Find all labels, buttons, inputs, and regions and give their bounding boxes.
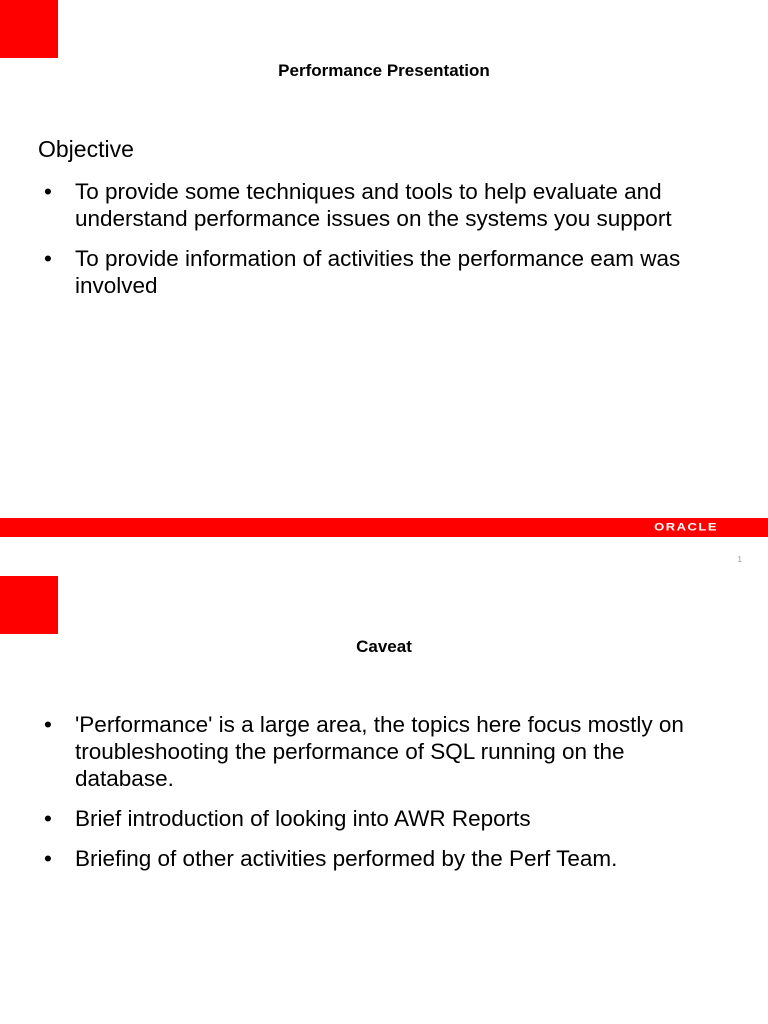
bullet-item <box>38 845 728 872</box>
caveat-bullet-list <box>38 711 728 885</box>
bullet-item <box>38 711 728 792</box>
bullet-text: Briefing of other activities performed by the Perf Team. <box>75 846 618 871</box>
objective-heading: Objective <box>38 136 134 162</box>
slide-2 <box>0 576 768 1024</box>
red-corner-square <box>0 0 58 58</box>
bullet-icon: • <box>44 846 52 871</box>
red-corner-square <box>0 576 58 634</box>
bullet-item <box>38 245 728 299</box>
bullet-icon: • <box>44 246 52 271</box>
slide-title: Performance Presentation <box>278 61 490 80</box>
bullet-text: 'Performance' is a large area, the topics here focus mostly on troubleshooting the performance of SQL running on the database. <box>75 712 684 791</box>
footer-band <box>0 518 768 537</box>
slide-title: Caveat <box>356 637 412 656</box>
bullet-text: To provide information of activities the performance eam was involved <box>75 246 681 298</box>
bullet-item <box>38 178 728 232</box>
bullet-item <box>38 805 728 832</box>
bullet-icon: • <box>44 806 52 831</box>
page-number: 1 <box>737 555 742 564</box>
objective-bullet-list <box>38 178 728 312</box>
bullet-text: Brief introduction of looking into AWR Reports <box>75 806 531 831</box>
bullet-icon: • <box>44 179 52 204</box>
bullet-text: To provide some techniques and tools to help evaluate and understand performance issues on the systems you support <box>75 179 672 231</box>
bullet-icon: • <box>44 712 52 737</box>
oracle-logo: ORACLE <box>654 520 718 533</box>
